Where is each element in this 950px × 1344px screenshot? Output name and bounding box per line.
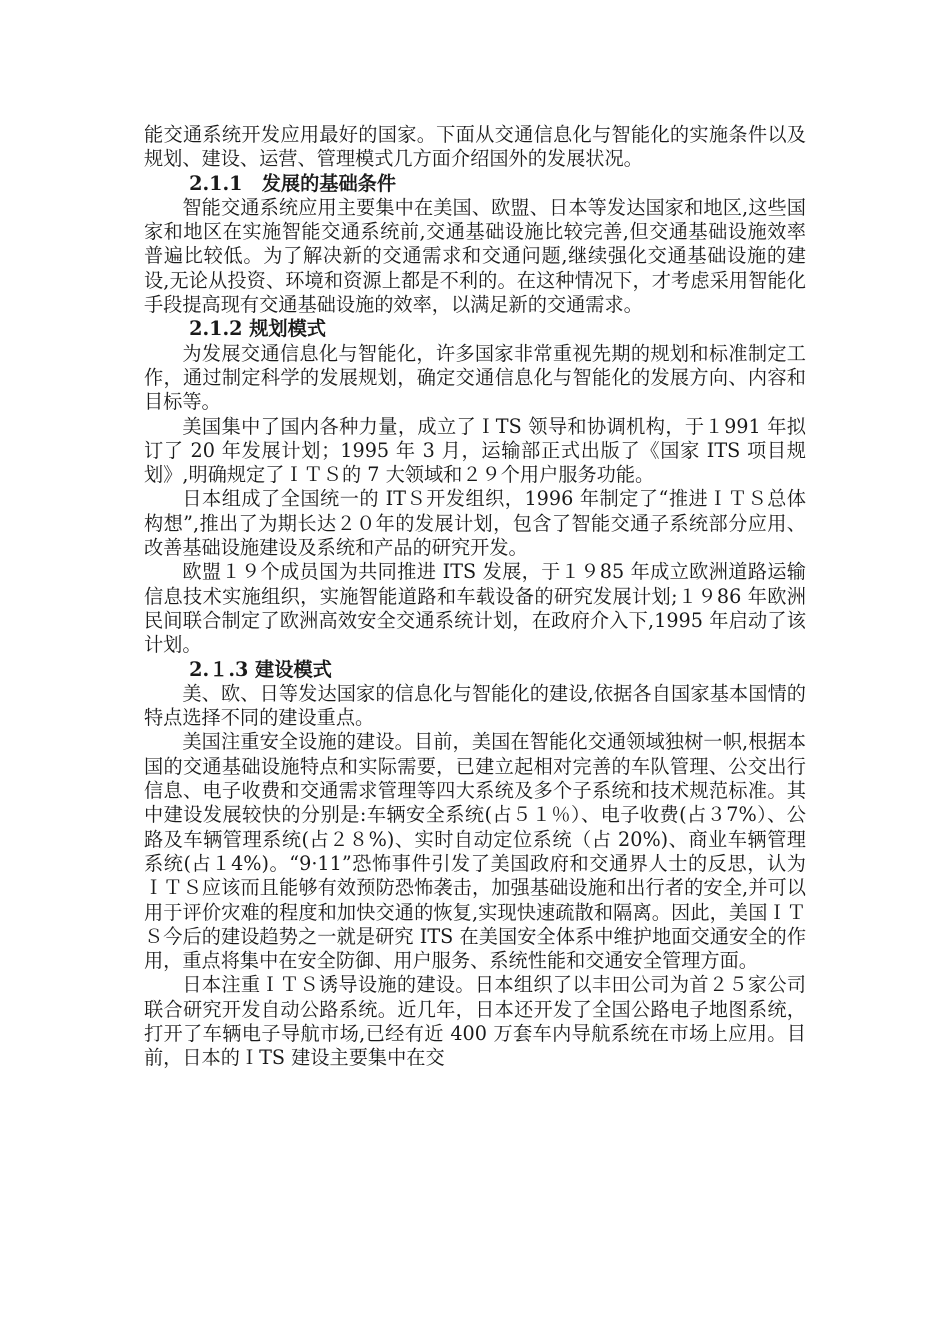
section-heading-2-1-2: 2.1.2 规划模式 (189, 317, 326, 341)
paragraph-intro: 能交通系统开发应用最好的国家。下面从交通信息化与智能化的实施条件以及规划、建设、运营、管理模式几方面介绍国外的发展状况。 (144, 123, 806, 171)
document-body (144, 123, 806, 1071)
paragraph-planning-usa: 美国集中了国内各种力量，成立了ＩTS 领导和协调机构，于１991 年拟订了 20 年发展计划；1995 年 3 月，运输部正式出版了《国家 ITS 项目规划》,明确规定了ＩＴＳ的 7 大领域和２９个用户服务功能。 (144, 414, 806, 487)
paragraph-planning-eu: 欧盟１９个成员国为共同推进 ITS 发展，于１９85 年成立欧洲道路运输信息技术实施组织，实施智能道路和车载设备的研究发展计划;１９86 年欧洲民间联合制定了欧洲高效安全交通系统计划，在政府介入下,1995 年启动了该计划。 (144, 560, 806, 657)
section-heading-2-1-1: 2.1.1 发展的基础条件 (189, 171, 397, 195)
paragraph-construction-usa: 美国注重安全设施的建设。目前，美国在智能化交通领域独树一帜,根据本国的交通基础设施特点和实际需要，已建立起相对完善的车队管理、公交出行信息、电子收费和交通需求管理等四大系统及多个子系统和技术规范标准。其中建设发展较快的分别是:车辆安全系统(占５１％）、电子收费(占３7%）、公路及车辆管理系统(占２８%)、实时自动定位系统（占 20%)、商业车辆管理系统(占１4%)。“9·11”恐怖事件引发了美国政府和交通界人士的反思，认为ＩＴＳ应该而且能够有效预防恐怖袭击，加强基础设施和出行者的安全,并可以用于评价灾难的程度和加快交通的恢复,实现快速疏散和隔离。因此，美国ＩＴＳ今后的建设趋势之一就是研究 ITS 在美国安全体系中维护地面交通安全的作用，重点将集中在安全防御、用户服务、系统性能和交通安全管理方面。 (144, 730, 806, 973)
paragraph-planning-japan: 日本组成了全国统一的 ITＳ开发组织，1996 年制定了“推进ＩＴＳ总体构想”,推出了为期长达２０年的发展计划，包含了智能交通子系统部分应用、改善基础设施建设及系统和产品的研究开发。 (144, 487, 806, 560)
paragraph-planning-overview: 为发展交通信息化与智能化，许多国家非常重视先期的规划和标准制定工作，通过制定科学的发展规划，确定交通信息化与智能化的发展方向、内容和目标等。 (144, 341, 806, 414)
paragraph-construction-japan: 日本注重ＩＴＳ诱导设施的建设。日本组织了以丰田公司为首２５家公司联合研究开发自动公路系统。近几年，日本还开发了全国公路电子地图系统，打开了车辆电子导航市场,已经有近 400 万套车内导航系统在市场上应用。目前，日本的ＩTS 建设主要集中在交 (144, 973, 806, 1070)
section-heading-2-1-3: 2.１.3 建设模式 (189, 657, 332, 681)
paragraph-construction-overview: 美、欧、日等发达国家的信息化与智能化的建设,依据各自国家基本国情的特点选择不同的建设重点。 (144, 681, 806, 730)
paragraph-basic-conditions: 智能交通系统应用主要集中在美国、欧盟、日本等发达国家和地区,这些国家和地区在实施智能交通系统前,交通基础设施比较完善,但交通基础设施效率普遍比较低。为了解决新的交通需求和交通问题,继续强化交通基础设施的建设,无论从投资、环境和资源上都是不利的。在这种情况下，才考虑采用智能化手段提高现有交通基础设施的效率，以满足新的交通需求。 (144, 195, 806, 317)
